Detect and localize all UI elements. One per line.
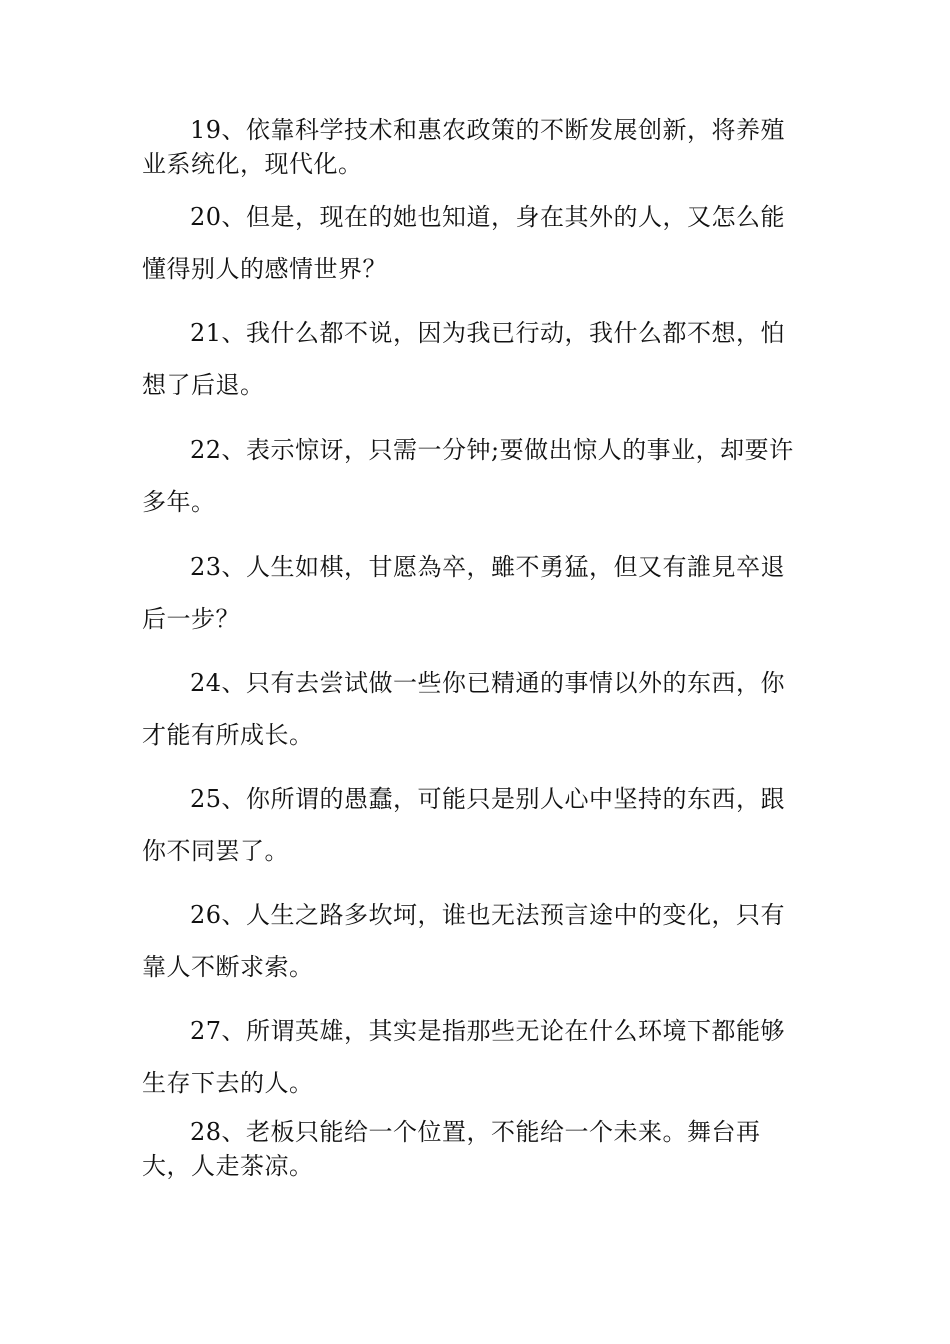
paragraph-26: 26、人生之路多坎坷，谁也无法预言途中的变化，只有靠人不断求索。 xyxy=(142,901,786,981)
paragraph-22: 22、表示惊讶，只需一分钟;要做出惊人的事业，却要许多年。 xyxy=(142,436,794,516)
paragraph-21: 21、我什么都不说，因为我已行动，我什么都不想，怕想了后退。 xyxy=(142,319,786,399)
paragraph-19: 19、依靠科学技术和惠农政策的不断发展创新，将养殖业系统化，现代化。 xyxy=(142,116,786,178)
paragraph-24: 24、只有去尝试做一些你已精通的事情以外的东西，你才能有所成长。 xyxy=(142,669,786,749)
paragraph-23: 23、人生如棋，甘愿為卒，雖不勇猛，但又有誰見卒退后一步？ xyxy=(142,553,786,633)
paragraph-25: 25、你所谓的愚蠢，可能只是别人心中坚持的东西，跟你不同罢了。 xyxy=(142,785,786,865)
paragraph-20: 20、但是，现在的她也知道，身在其外的人，又怎么能懂得别人的感情世界？ xyxy=(142,203,786,283)
paragraph-28: 28、老板只能给一个位置，不能给一个未来。舞台再大，人走茶凉。 xyxy=(142,1118,761,1180)
paragraph-27: 27、所谓英雄，其实是指那些无论在什么环境下都能够生存下去的人。 xyxy=(142,1017,786,1097)
